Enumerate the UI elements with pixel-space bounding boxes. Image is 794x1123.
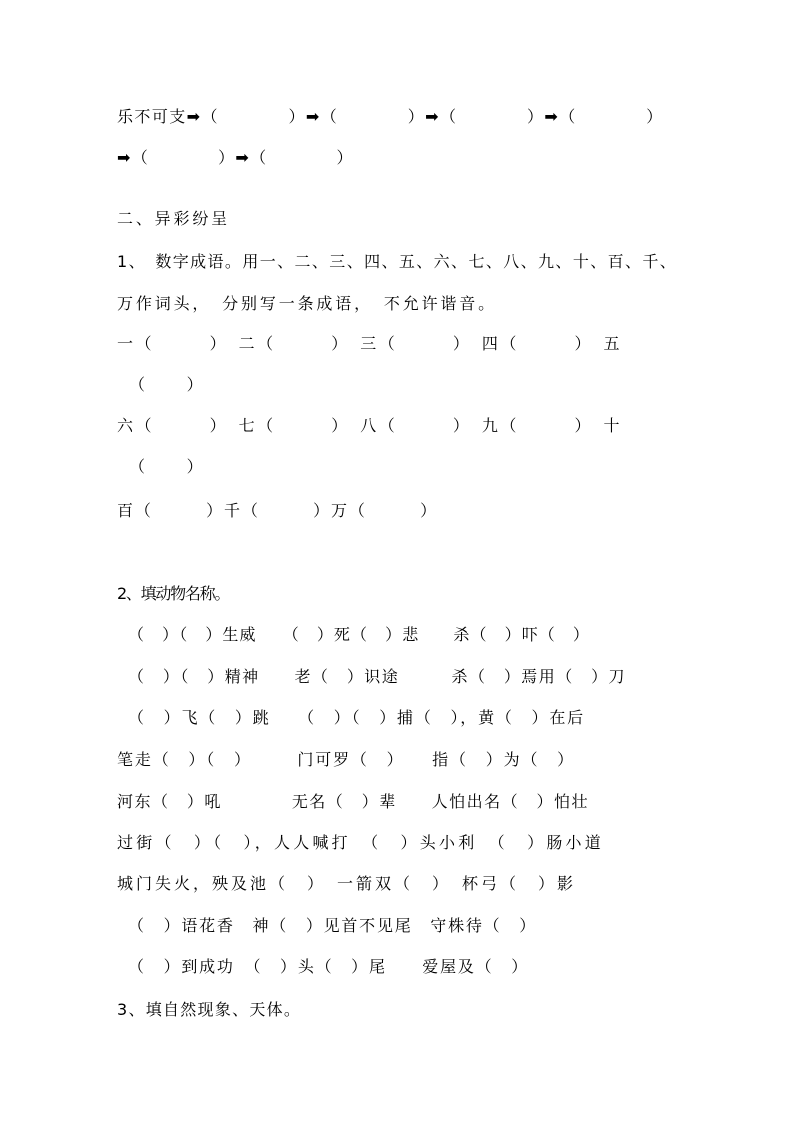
number-idiom-row-2-wrap: （ ） (129, 457, 202, 476)
arrow-chain-line-1: 乐不可支➡（ ）➡（ ）➡（ ）➡（ ） (117, 107, 664, 126)
question-3-heading: 3、填自然现象、天体。 (117, 1000, 302, 1019)
question-1-line-1: 1、 数字成语。用一、二、三、四、五、六、七、八、九、十、百、千、 (117, 252, 678, 271)
animal-idiom-row: 过街（ ）（ ），人人喊打 （ ）头小利 （ ）肠小道 (117, 833, 605, 852)
animal-idiom-row: （ ）（ ）生威 （ ）死（ ）悲 杀（ ）吓（ ） (128, 625, 591, 644)
animal-idiom-row: （ ）（ ）精神 老（ ）识途 杀（ ）焉用（ ）刀 (128, 667, 627, 686)
animal-idiom-row: （ ）语花香 神（ ）见首不见尾 守株待（ ） (128, 916, 538, 935)
question-1-line-2: 万作词头， 分别写一条成语， 不允许谐音。 (117, 294, 498, 313)
question-2-heading: 2、填动物名称。 (117, 584, 230, 603)
number-idiom-row-3: 百（ ）千（ ）万（ ） (117, 501, 439, 520)
animal-idiom-row: 城门失火，殃及池（ ） 一箭双（ ） 杯弓（ ）影 (117, 874, 577, 893)
animal-idiom-row: （ ）飞（ ）跳 （ ）（ ）捕（ ），黄（ ）在后 (128, 708, 586, 727)
animal-idiom-row: 笔走（ ）（ ） 门可罗（ ） 指（ ）为（ ） (117, 750, 576, 769)
section-heading: 二、异彩纷呈 (117, 209, 231, 228)
number-idiom-row-1: 一（ ） 二（ ） 三（ ） 四（ ） 五 (117, 334, 623, 353)
number-idiom-row-1-wrap: （ ） (129, 375, 202, 394)
animal-idiom-row: 河东（ ）吼 无名（ ）辈 人怕出名（ ）怕壮 (117, 792, 590, 811)
animal-idiom-row: （ ）到成功 （ ）头（ ）尾 爱屋及（ ） (128, 957, 530, 976)
number-idiom-row-2: 六（ ） 七（ ） 八（ ） 九（ ） 十 (117, 416, 623, 435)
arrow-chain-line-2: ➡（ ）➡（ ） (117, 148, 354, 167)
